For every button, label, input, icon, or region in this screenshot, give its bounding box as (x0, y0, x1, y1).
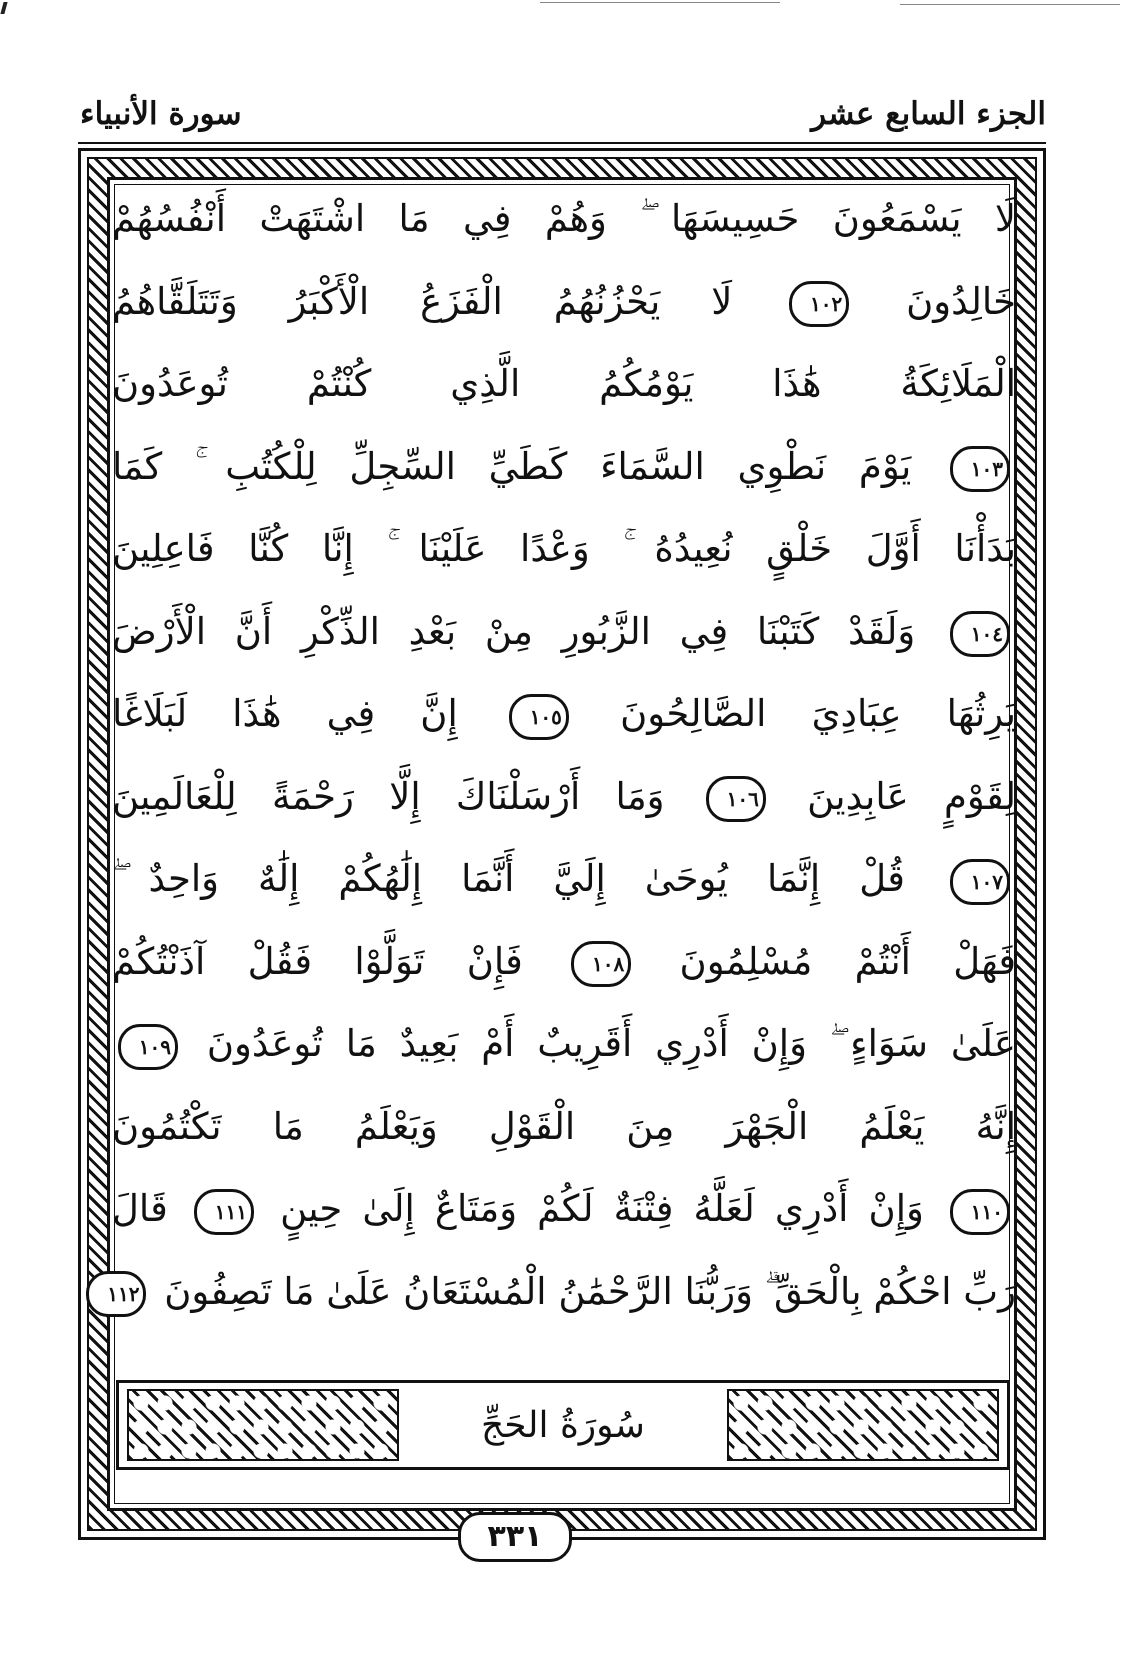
scan-line-top-right (900, 4, 1120, 5)
ayah-number-marker: ١٠٧ (950, 859, 1010, 905)
verses-text-block (107, 178, 1017, 1333)
verse-line (112, 343, 1016, 426)
ayah-number-marker: ١٠٣ (950, 446, 1010, 492)
verse-line (112, 838, 1016, 921)
verse-text: لِقَوْمٍ عَابِدِينَ (807, 774, 1016, 818)
verse-text: فَهَلْ أَنْتُمْ مُسْلِمُونَ (679, 939, 1017, 983)
verse-text: قَالَ (112, 1187, 168, 1230)
verse-line (107, 1251, 1016, 1334)
verse-line (112, 673, 1016, 756)
verse-line (112, 261, 1016, 344)
verse-line (112, 1168, 1016, 1251)
verse-text: رَبِّ احْكُمْ بِالْحَقِّ ۗ وَرَبُّنَا الرَّحْمَٰنُ الْمُسْتَعَانُ عَلَىٰ مَا تَصِفُونَ (164, 1269, 1016, 1313)
verse-text: يَرِثُهَا عِبَادِيَ الصَّالِحُونَ (620, 692, 1017, 735)
verse-line (112, 756, 1016, 839)
banner-ornament-right (727, 1389, 999, 1461)
ayah-number-marker: ١١٢ (86, 1271, 146, 1317)
verse-text: لَا يَسْمَعُونَ حَسِيسَهَا ۖ وَهُمْ فِي مَا اشْتَهَتْ أَنْفُسُهُمْ (112, 197, 1016, 240)
next-surah-title: سُورَةُ الحَجِّ (481, 1405, 645, 1446)
verse-text: إِنَّ فِي هَٰذَا لَبَلَاغًا (112, 692, 458, 735)
scan-line-top (540, 2, 780, 3)
verse-line (112, 426, 1016, 509)
verse-line (112, 921, 1016, 1004)
ayah-number-marker: ١٠٦ (706, 776, 766, 822)
verse-text: إِنَّهُ يَعْلَمُ الْجَهْرَ مِنَ الْقَوْلِ وَيَعْلَمُ مَا تَكْتُمُونَ (112, 1104, 1016, 1148)
verse-text: وَمَا أَرْسَلْنَاكَ إِلَّا رَحْمَةً لِلْعَالَمِينَ (112, 774, 665, 818)
ayah-number-marker: ١٠٨ (571, 941, 631, 987)
verse-line (112, 508, 1016, 591)
verse-line (112, 591, 1016, 674)
verse-text: فَإِنْ تَوَلَّوْا فَقُلْ آذَنْتُكُمْ (112, 939, 523, 983)
page-number: ٣٣١ (458, 1512, 572, 1562)
verse-line (112, 1086, 1016, 1169)
ayah-number-marker: ١٠٩ (118, 1024, 178, 1070)
verse-text: الْمَلَائِكَةُ هَٰذَا يَوْمُكُمُ الَّذِي كُنْتُمْ تُوعَدُونَ (112, 362, 1016, 405)
scan-corner-mark (0, 2, 7, 14)
header-rule (78, 142, 1046, 144)
surah-running-title: سورة الأنبياء (80, 96, 242, 132)
verse-text: يَوْمَ نَطْوِي السَّمَاءَ كَطَيِّ السِّجِلِّ لِلْكُتُبِ ۚ كَمَا (112, 444, 912, 488)
verse-text: قُلْ إِنَّمَا يُوحَىٰ إِلَيَّ أَنَّمَا إِلَٰهُكُمْ إِلَٰهٌ وَاحِدٌ ۖ (112, 857, 905, 900)
verse-text: وَلَقَدْ كَتَبْنَا فِي الزَّبُورِ مِنْ بَعْدِ الذِّكْرِ أَنَّ الْأَرْضَ (112, 609, 916, 653)
verse-line (112, 178, 1016, 261)
banner-ornament-left (127, 1389, 399, 1461)
ayah-number-marker: ١١٠ (950, 1189, 1010, 1235)
juz-title: الجزء السابع عشر (811, 96, 1046, 132)
verse-text: خَالِدُونَ (906, 279, 1017, 323)
verse-text: عَلَىٰ سَوَاءٍ ۖ وَإِنْ أَدْرِي أَقَرِيبٌ أَمْ بَعِيدٌ مَا تُوعَدُونَ (206, 1022, 1016, 1065)
ayah-number-marker: ١١١ (194, 1189, 254, 1235)
ayah-number-marker: ١٠٥ (509, 694, 569, 740)
verse-text: لَا يَحْزُنُهُمُ الْفَزَعُ الْأَكْبَرُ وَتَتَلَقَّاهُمُ (112, 279, 733, 323)
ayah-number-marker: ١٠٢ (789, 281, 849, 327)
verse-line (112, 1003, 1016, 1086)
surah-header-banner (116, 1380, 1010, 1470)
verse-text: وَإِنْ أَدْرِي لَعَلَّهُ فِتْنَةٌ لَكُمْ وَمَتَاعٌ إِلَىٰ حِينٍ (280, 1187, 924, 1230)
verse-text: بَدَأْنَا أَوَّلَ خَلْقٍ نُعِيدُهُ ۚ وَعْدًا عَلَيْنَا ۚ إِنَّا كُنَّا فَاعِلِينَ (112, 527, 1016, 570)
ayah-number-marker: ١٠٤ (950, 611, 1010, 657)
